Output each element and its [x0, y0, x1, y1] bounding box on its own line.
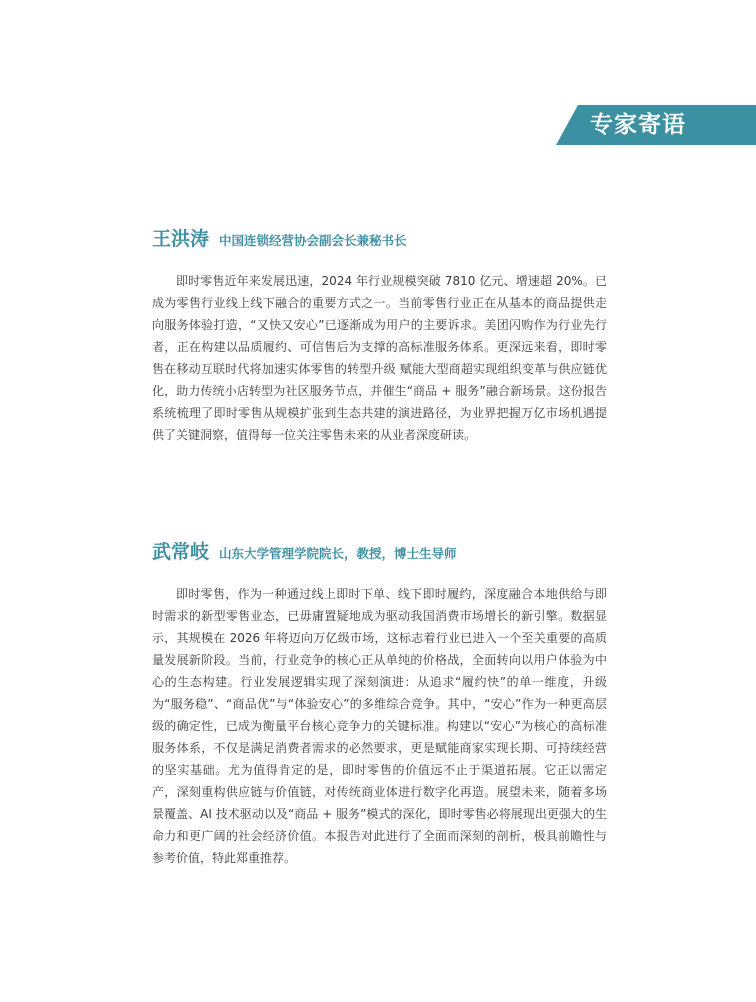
expert-header — [152, 224, 607, 251]
expert-block-1 — [152, 224, 607, 458]
expert-name: 武常岐 — [152, 541, 210, 563]
expert-title: 中国连锁经营协会副会长兼秘书长 — [219, 233, 407, 248]
expert-name: 王洪涛 — [152, 228, 210, 250]
expert-comment: 即时零售近年来发展迅速，2024 年行业规模突破 7810 亿元、增速超 20%。已成为零售行业线上线下融合的重要方式之一。当前零售行业正在从基本的商品提供走向服务体验打造，“又快又安心”已逐渐成为用户的主要诉求。美团闪购作为行业先行者，正在构建以品质履约、可信售后为支撑的高标准服务体系。更深远来看，即时零售在移动互联时代将加速实体零售的转型升级 赋能大型商超实现组织变革与供应链优化，助力传统小店转型为社区服务节点，并催生“商品 + 服务”融合新场景。这份报告系统梳理了即时零售从规模扩张到生态共建的演进路径，为业界把握万亿市场机遇提供了关键洞察，值得每一位关注零售未来的从业者深度研读。 — [152, 274, 607, 442]
expert-title: 山东大学管理学院院长，教授，博士生导师 — [219, 546, 457, 561]
banner-notch — [556, 105, 578, 145]
expert-header — [152, 537, 607, 564]
section-banner — [556, 105, 756, 145]
expert-block-2 — [152, 537, 607, 881]
expert-comment: 即时零售，作为一种通过线上即时下单、线下即时履约，深度融合本地供给与即时需求的新型零售业态，已毋庸置疑地成为驱动我国消费市场增长的新引擎。数据显示，其规模在 2026 年将迈向万亿级市场，这标志着行业已进入一个至关重要的高质量发展新阶段。当前，行业竞争的核心正从单纯的价格战，全面转向以用户体验为中心的生态构建。行业发展逻辑实现了深刻演进：从追求“履约快”的单一维度，升级为“服务稳”、“商品优”与“体验安心”的多维综合竞争。其中，“安心”作为一种更高层级的确定性，已成为衡量平台核心竞争力的关键标准。构建以“安心”为核心的高标准服务体系，不仅是满足消费者需求的必然要求，更是赋能商家实现长期、可持续经营的坚实基础。尤为值得肯定的是，即时零售的价值远不止于渠道拓展。它正以需定产，深刻重构供应链与价值链，对传统商业体进行数字化再造。展望未来，随着多场景覆盖、AI 技术驱动以及“商品 + 服务”模式的深化，即时零售必将展现出更强大的生命力和更广阔的社会经济价值。本报告对此进行了全面而深刻的剖析，极具前瞻性与参考价值，特此郑重推荐。 — [152, 587, 607, 865]
section-title: 专家寄语 — [590, 111, 686, 138]
